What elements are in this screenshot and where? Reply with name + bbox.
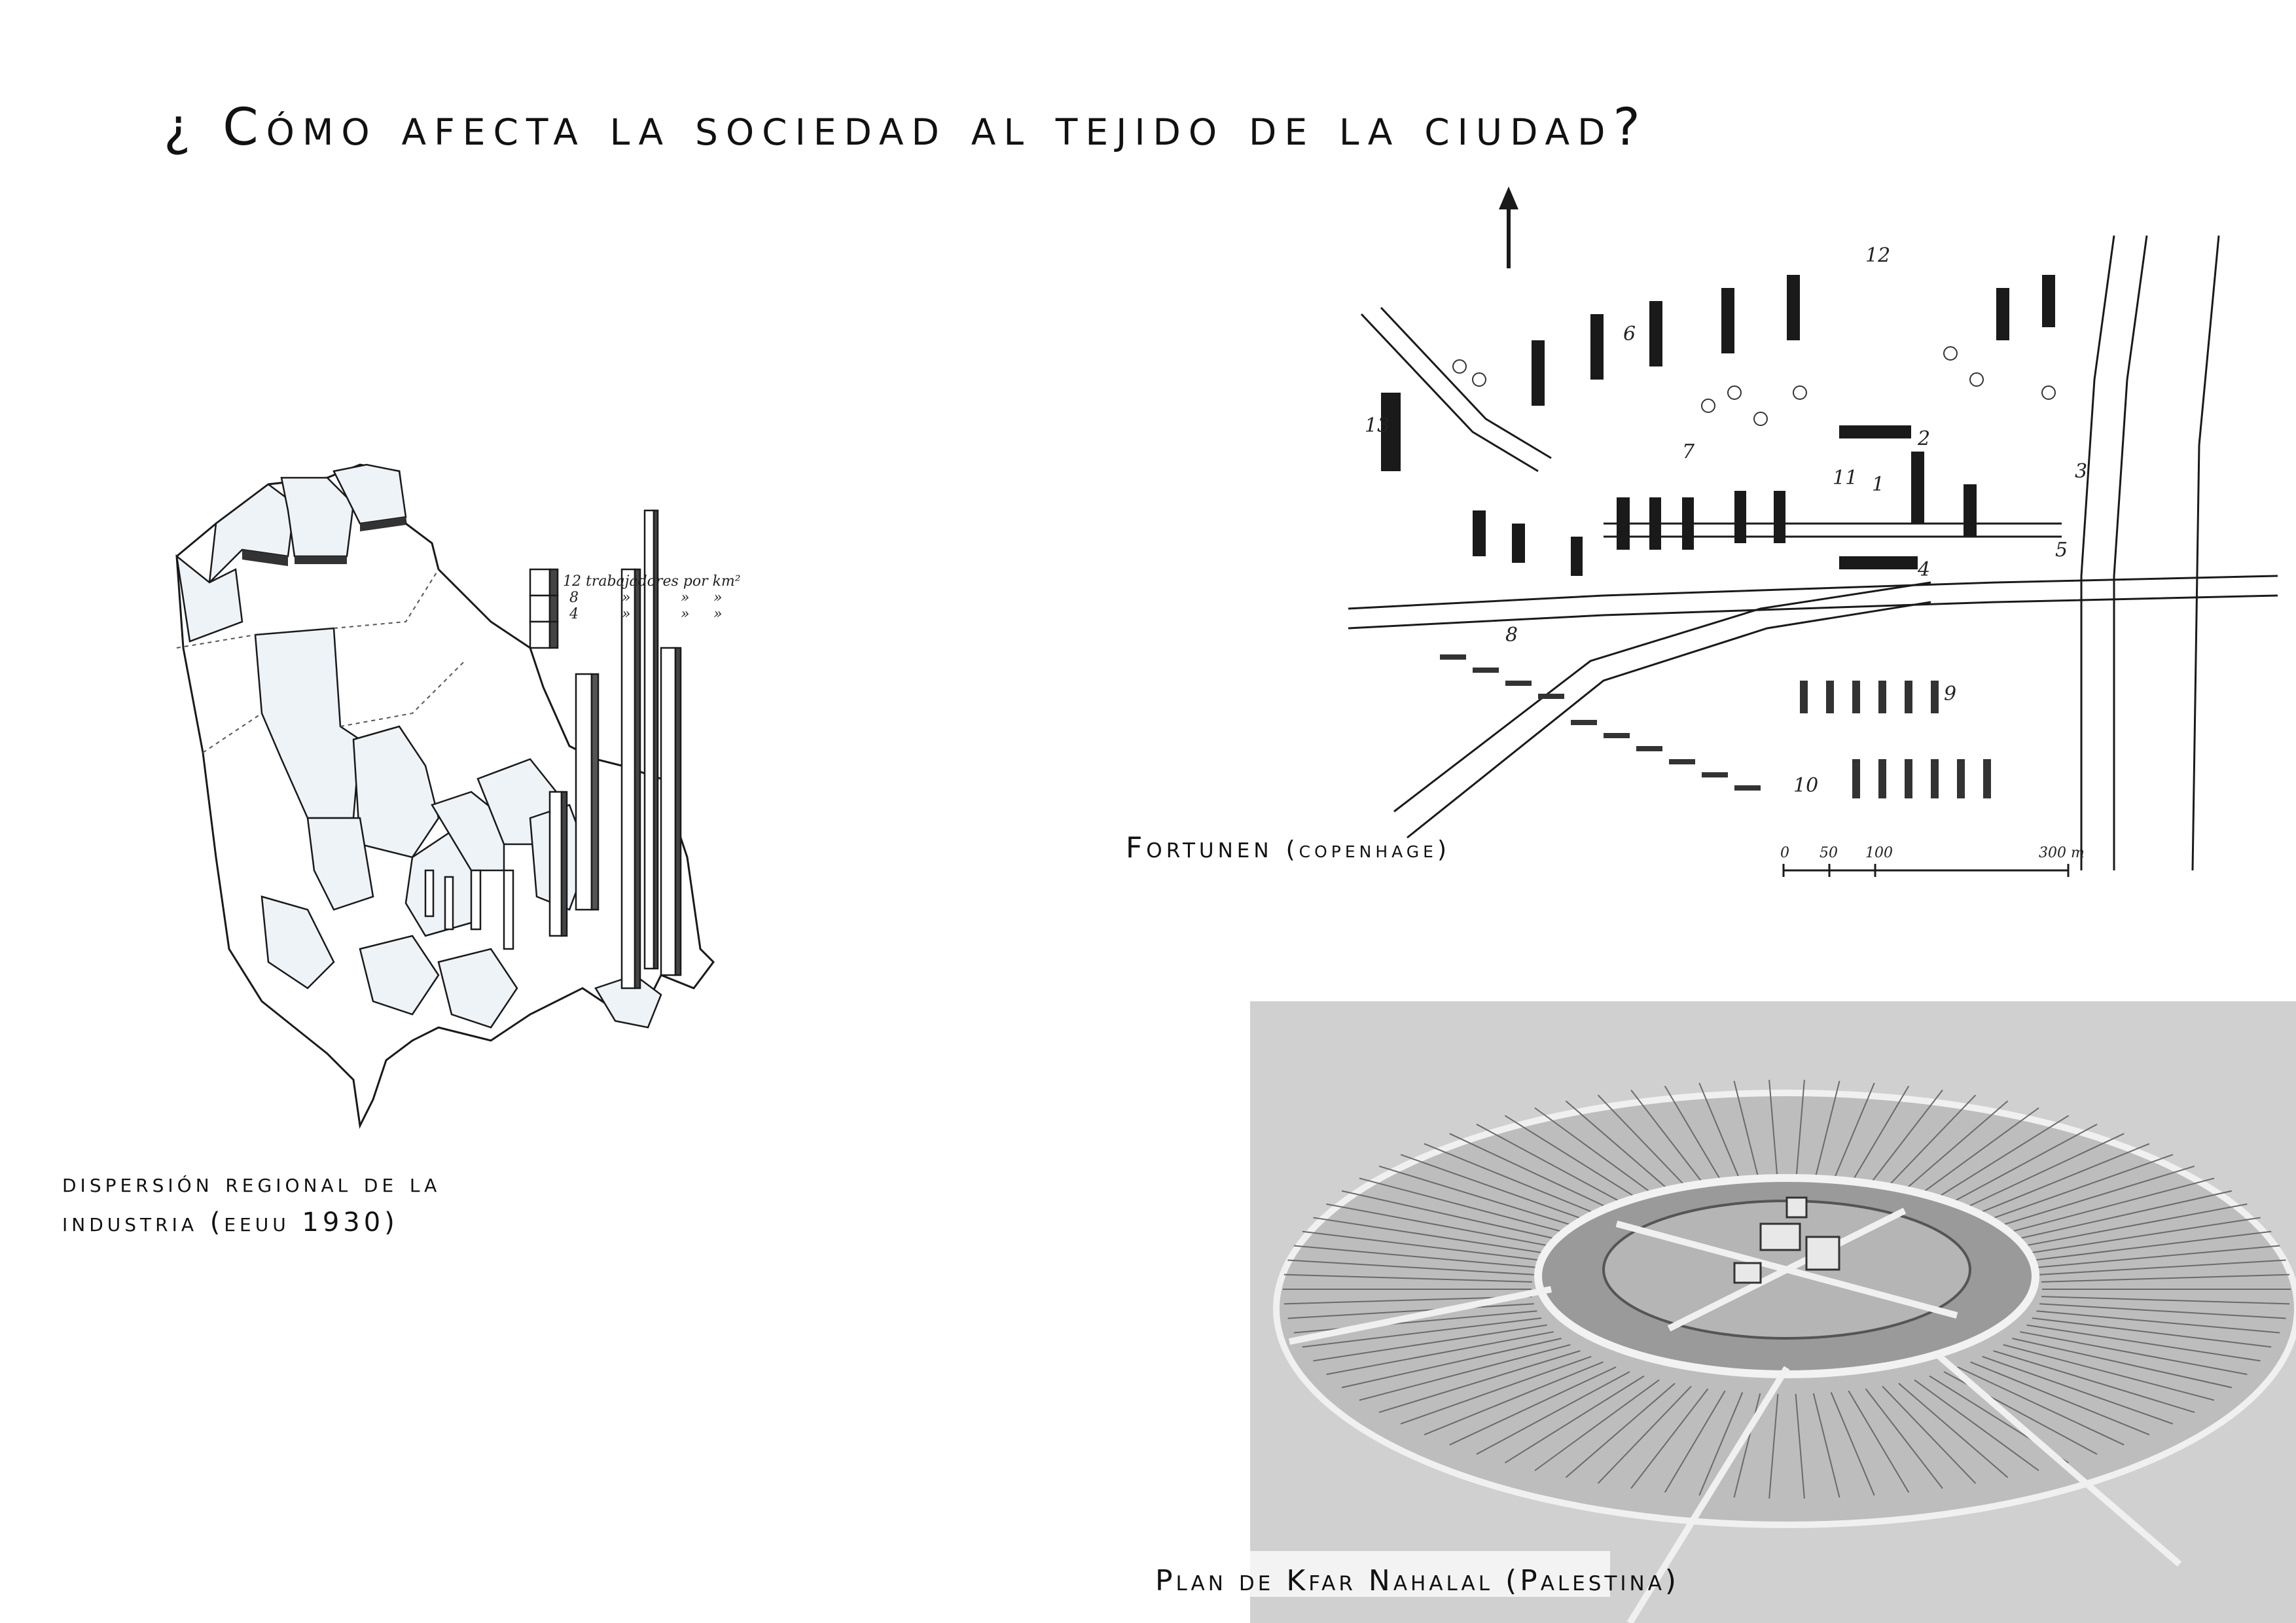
legend-ditto: » (681, 606, 690, 622)
industry-bar (576, 674, 592, 910)
industry-bar (445, 877, 453, 929)
block-number: 4 (1918, 558, 1931, 581)
block-number: 10 (1793, 774, 1819, 797)
legend-row-8: 8 (569, 590, 579, 606)
page-title: ¿ Cómo afecta la sociedad al tejido de la ciudad? (164, 98, 1648, 157)
block-number: 12 (1865, 244, 1891, 267)
industry-bar (425, 870, 433, 916)
fortunen-caption (1126, 831, 1450, 865)
block-number: 5 (2055, 539, 2068, 562)
block-number: 13 (1365, 414, 1390, 437)
industry-bar (471, 870, 480, 929)
block-number: 2 (1918, 427, 1931, 450)
fortunen-caption-main: Fortunen (1126, 831, 1273, 865)
block-number: 8 (1505, 624, 1518, 647)
kfar-nahalal-photo (1250, 1001, 2296, 1623)
legend-ditto: » (713, 590, 723, 606)
legend-ditto: » (681, 590, 690, 606)
block-number: 7 (1682, 440, 1695, 463)
industry-bar (550, 792, 562, 936)
north-arrow-icon (1499, 187, 1518, 268)
svg-text:300 m: 300 m (2039, 845, 2085, 861)
usa-map-caption-line2: industria (eeuu 1930) (62, 1207, 399, 1238)
industry-bar (661, 648, 675, 975)
block-number: 1 (1872, 473, 1885, 496)
fortunen-site-plan (1342, 183, 2278, 883)
nahalal-caption: Plan de Kfar Nahalal (Palestina) (1155, 1564, 1680, 1597)
usa-map-caption-line1: dispersión regional de la (62, 1168, 441, 1198)
block-number: 3 (2075, 460, 2088, 483)
legend-ditto: » (713, 606, 723, 622)
block-number: 9 (1944, 683, 1957, 705)
industry-bar (622, 569, 635, 988)
svg-text:0: 0 (1780, 845, 1789, 861)
industry-bar (504, 870, 513, 949)
block-number: 6 (1623, 323, 1636, 346)
fortunen-caption-sub: (copenhage) (1285, 836, 1451, 863)
scale-bar (1780, 845, 2085, 877)
usa-industry-map (164, 452, 753, 1139)
legend-row-12: 12 trabajadores por km² (563, 573, 741, 590)
legend-ditto: » (622, 606, 631, 622)
legend-ditto: » (622, 590, 631, 606)
svg-text:50: 50 (1820, 845, 1838, 861)
svg-text:100: 100 (1865, 845, 1893, 861)
block-number: 11 (1833, 467, 1858, 490)
legend-row-4: 4 (569, 606, 579, 622)
